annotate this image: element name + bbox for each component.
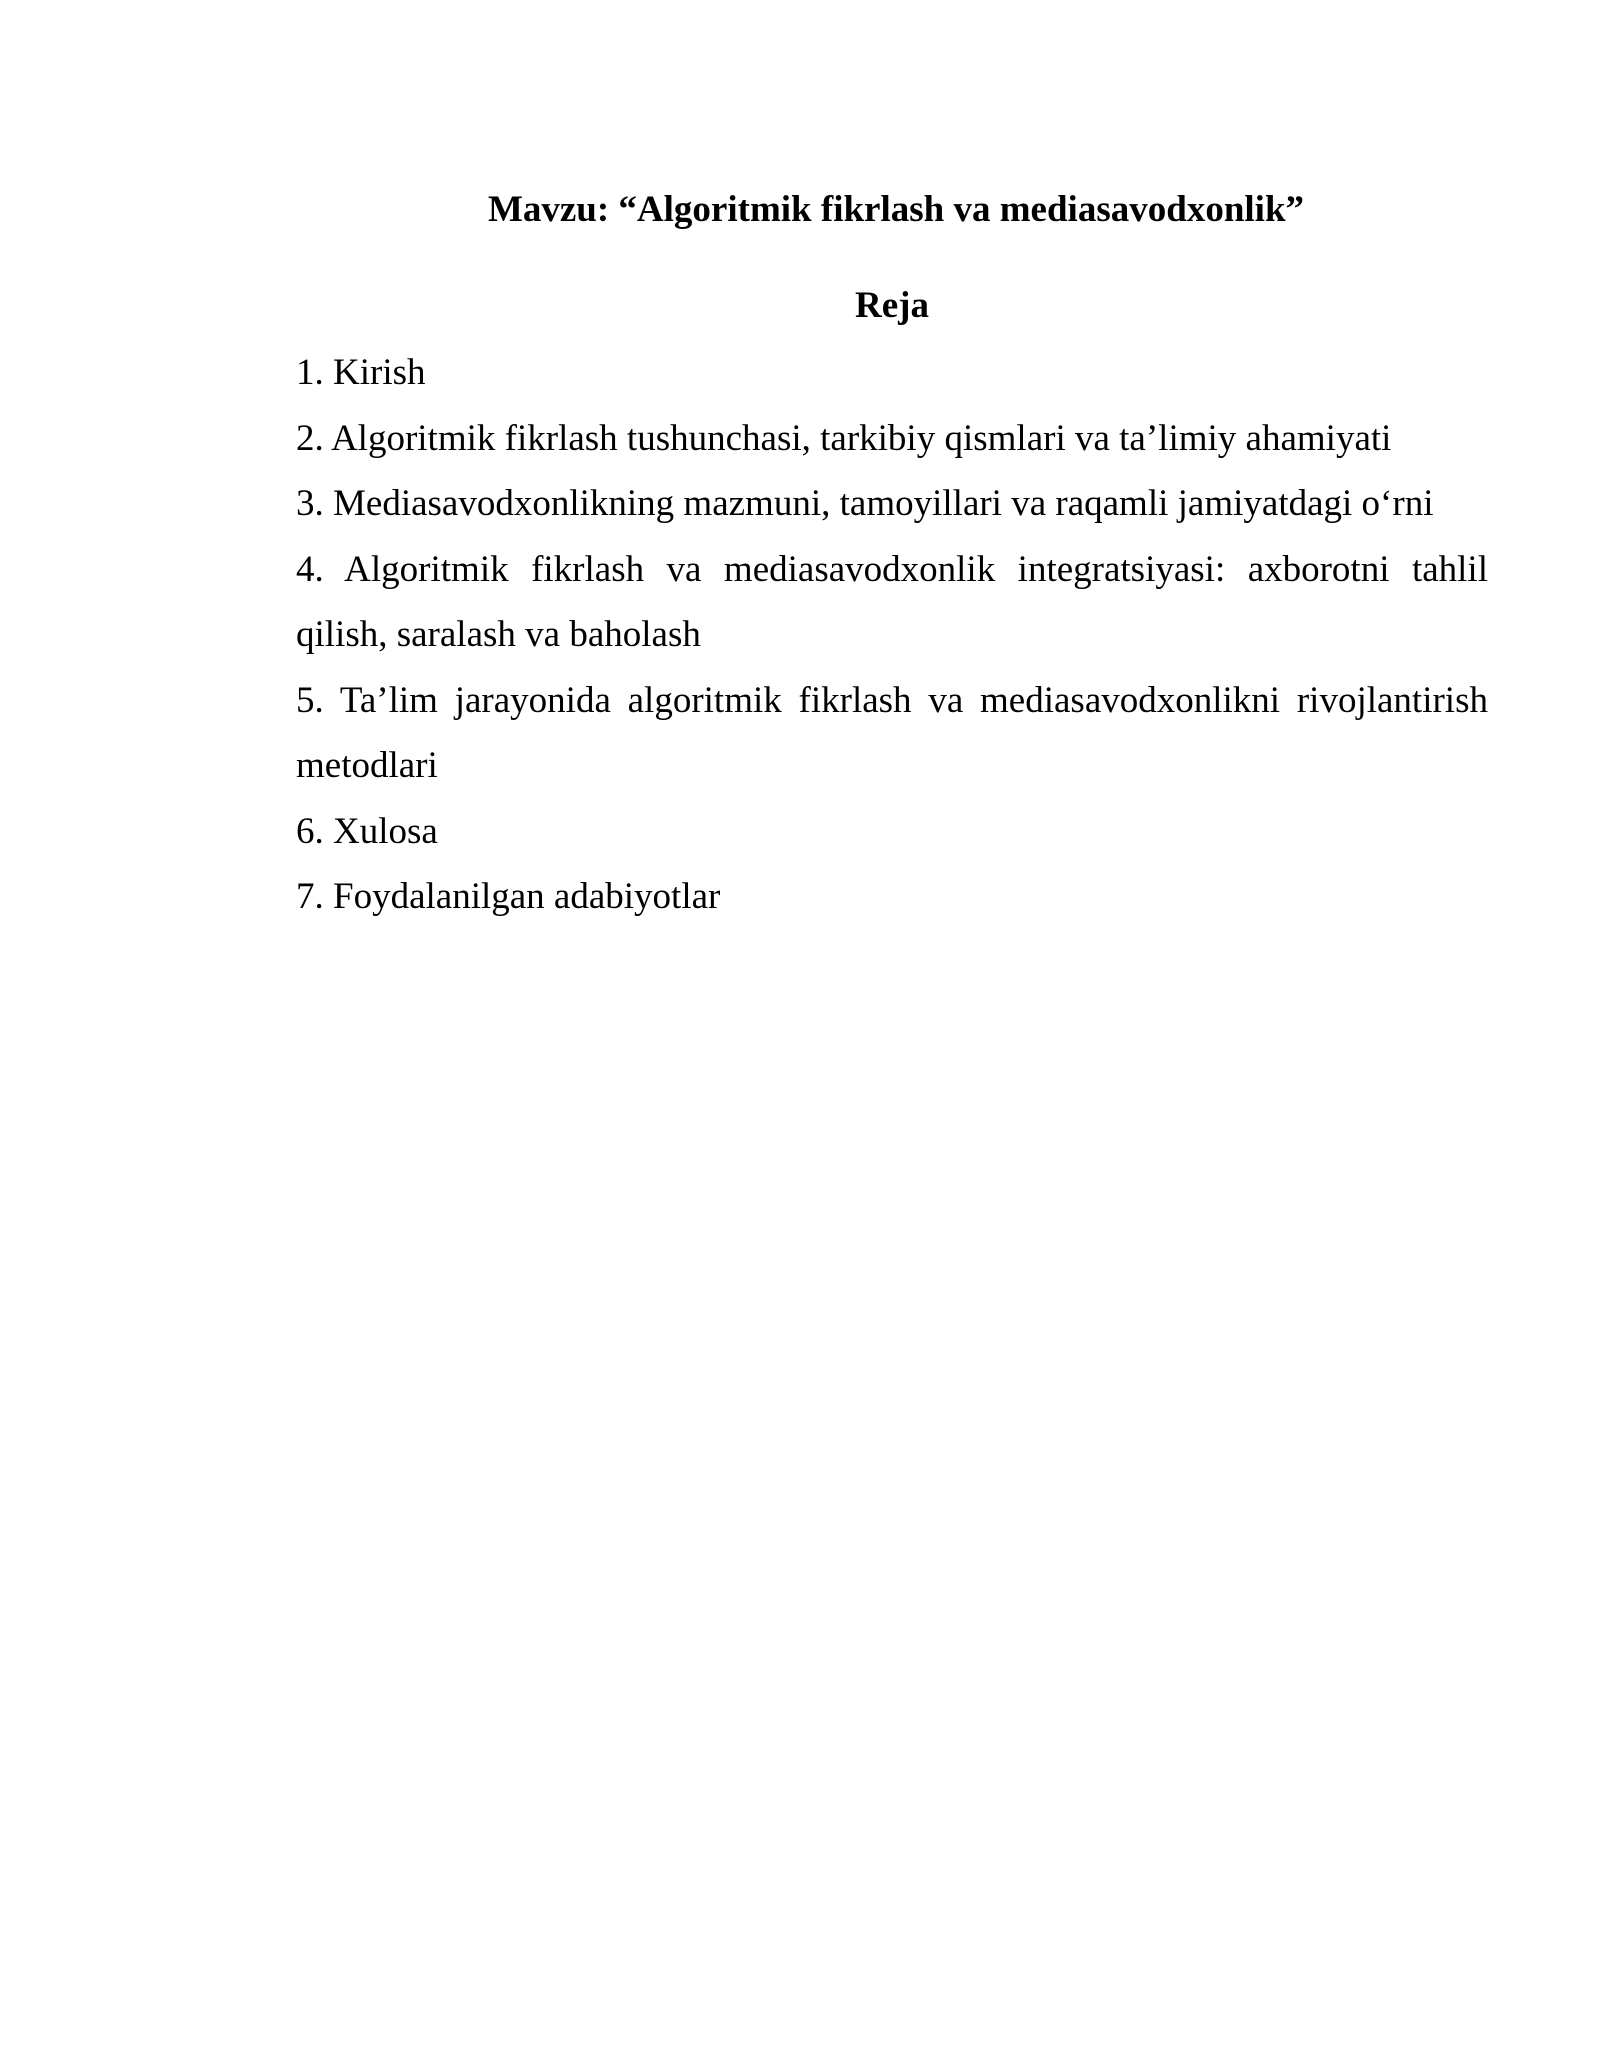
plan-item-xulosa: 6. Xulosa [296, 810, 438, 852]
plan-item-algoritmik-fikrlash: 2. Algoritmik fikrlash tushunchasi, tarkibiy qismlari va ta’limiy ahamiyati [296, 417, 1392, 459]
plan-item-metodlar: 5. Ta’lim jarayonida algoritmik fikrlash va mediasavodxonlikni rivojlantirish metodlari [296, 679, 1488, 786]
document-content [296, 180, 1488, 930]
document-title: Mavzu: “Algoritmik fikrlash va mediasavodxonlik” [487, 189, 1305, 230]
plan-item-integratsiya: 4. Algoritmik fikrlash va mediasavodxonlik integratsiyasi: axborotni tahlil qilish, saralash va baholash [296, 548, 1488, 655]
plan-item-kirish: 1. Kirish [296, 352, 426, 393]
plan-item-adabiyotlar: 7. Foydalanilgan adabiyotlar [296, 876, 721, 917]
plan-item-mediasavodxonlik: 3. Mediasavodxonlikning mazmuni, tamoyillari va raqamli jamiyatdagi o‘rni [296, 483, 1434, 524]
plan-list [296, 340, 1488, 930]
plan-heading: Reja [855, 285, 929, 326]
